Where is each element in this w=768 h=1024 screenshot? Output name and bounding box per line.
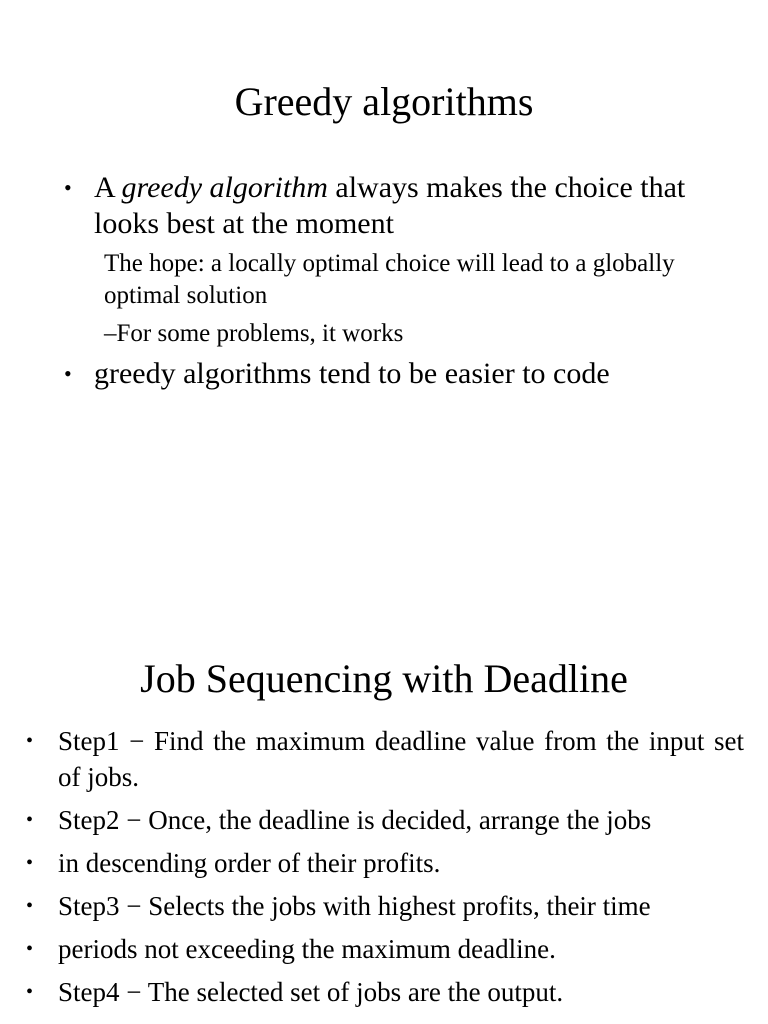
list-item [26,723,744,795]
slide-title: Job Sequencing with Deadline [140,656,628,701]
bullet-marker: • [26,730,34,752]
list-item-text: periods not exceeding the maximum deadline. [58,934,556,964]
bullet-marker: • [26,809,34,831]
list-item-text: Step4 − The selected set of jobs are the output. [58,977,564,1007]
slide-body [64,170,724,392]
bullet-marker: • [26,852,34,874]
list-item-text: in descending order of their profits. [58,848,441,878]
list-item-text: Step1 − Find the maximum deadline value from the input set of jobs. [58,726,744,792]
list-item [26,845,744,881]
slide-title: Greedy algorithms [234,79,534,124]
bullet-text [94,170,724,242]
bullet-text-suffix: always makes the choice that looks best at the moment [94,171,686,240]
bullet-marker: • [26,895,34,917]
bullet-marker: • [64,175,72,200]
bullet-text: greedy algorithms tend to be easier to code [94,357,610,390]
bullet-marker: • [26,938,34,960]
list-item [26,931,744,967]
list-item [26,888,744,924]
bullet-marker: • [26,981,34,1003]
list-item [26,974,744,1010]
slide-body [26,723,744,1010]
list-item-text: Step3 − Selects the jobs with highest profits, their time [58,891,651,921]
bullet-item [64,170,724,242]
bullet-item [64,356,724,392]
bullet-text-emphasis: greedy algorithm [121,171,328,204]
sub-point: The hope: a locally optimal choice will lead to a globally optimal solution [104,250,675,309]
slide-job-sequencing [0,512,768,1024]
bullet-marker: • [64,361,72,386]
list-item [26,802,744,838]
list-item-text: Step2 − Once, the deadline is decided, arrange the jobs [58,805,652,835]
bullet-text-prefix: A [94,171,122,204]
sub-point: –For some problems, it works [104,320,404,347]
